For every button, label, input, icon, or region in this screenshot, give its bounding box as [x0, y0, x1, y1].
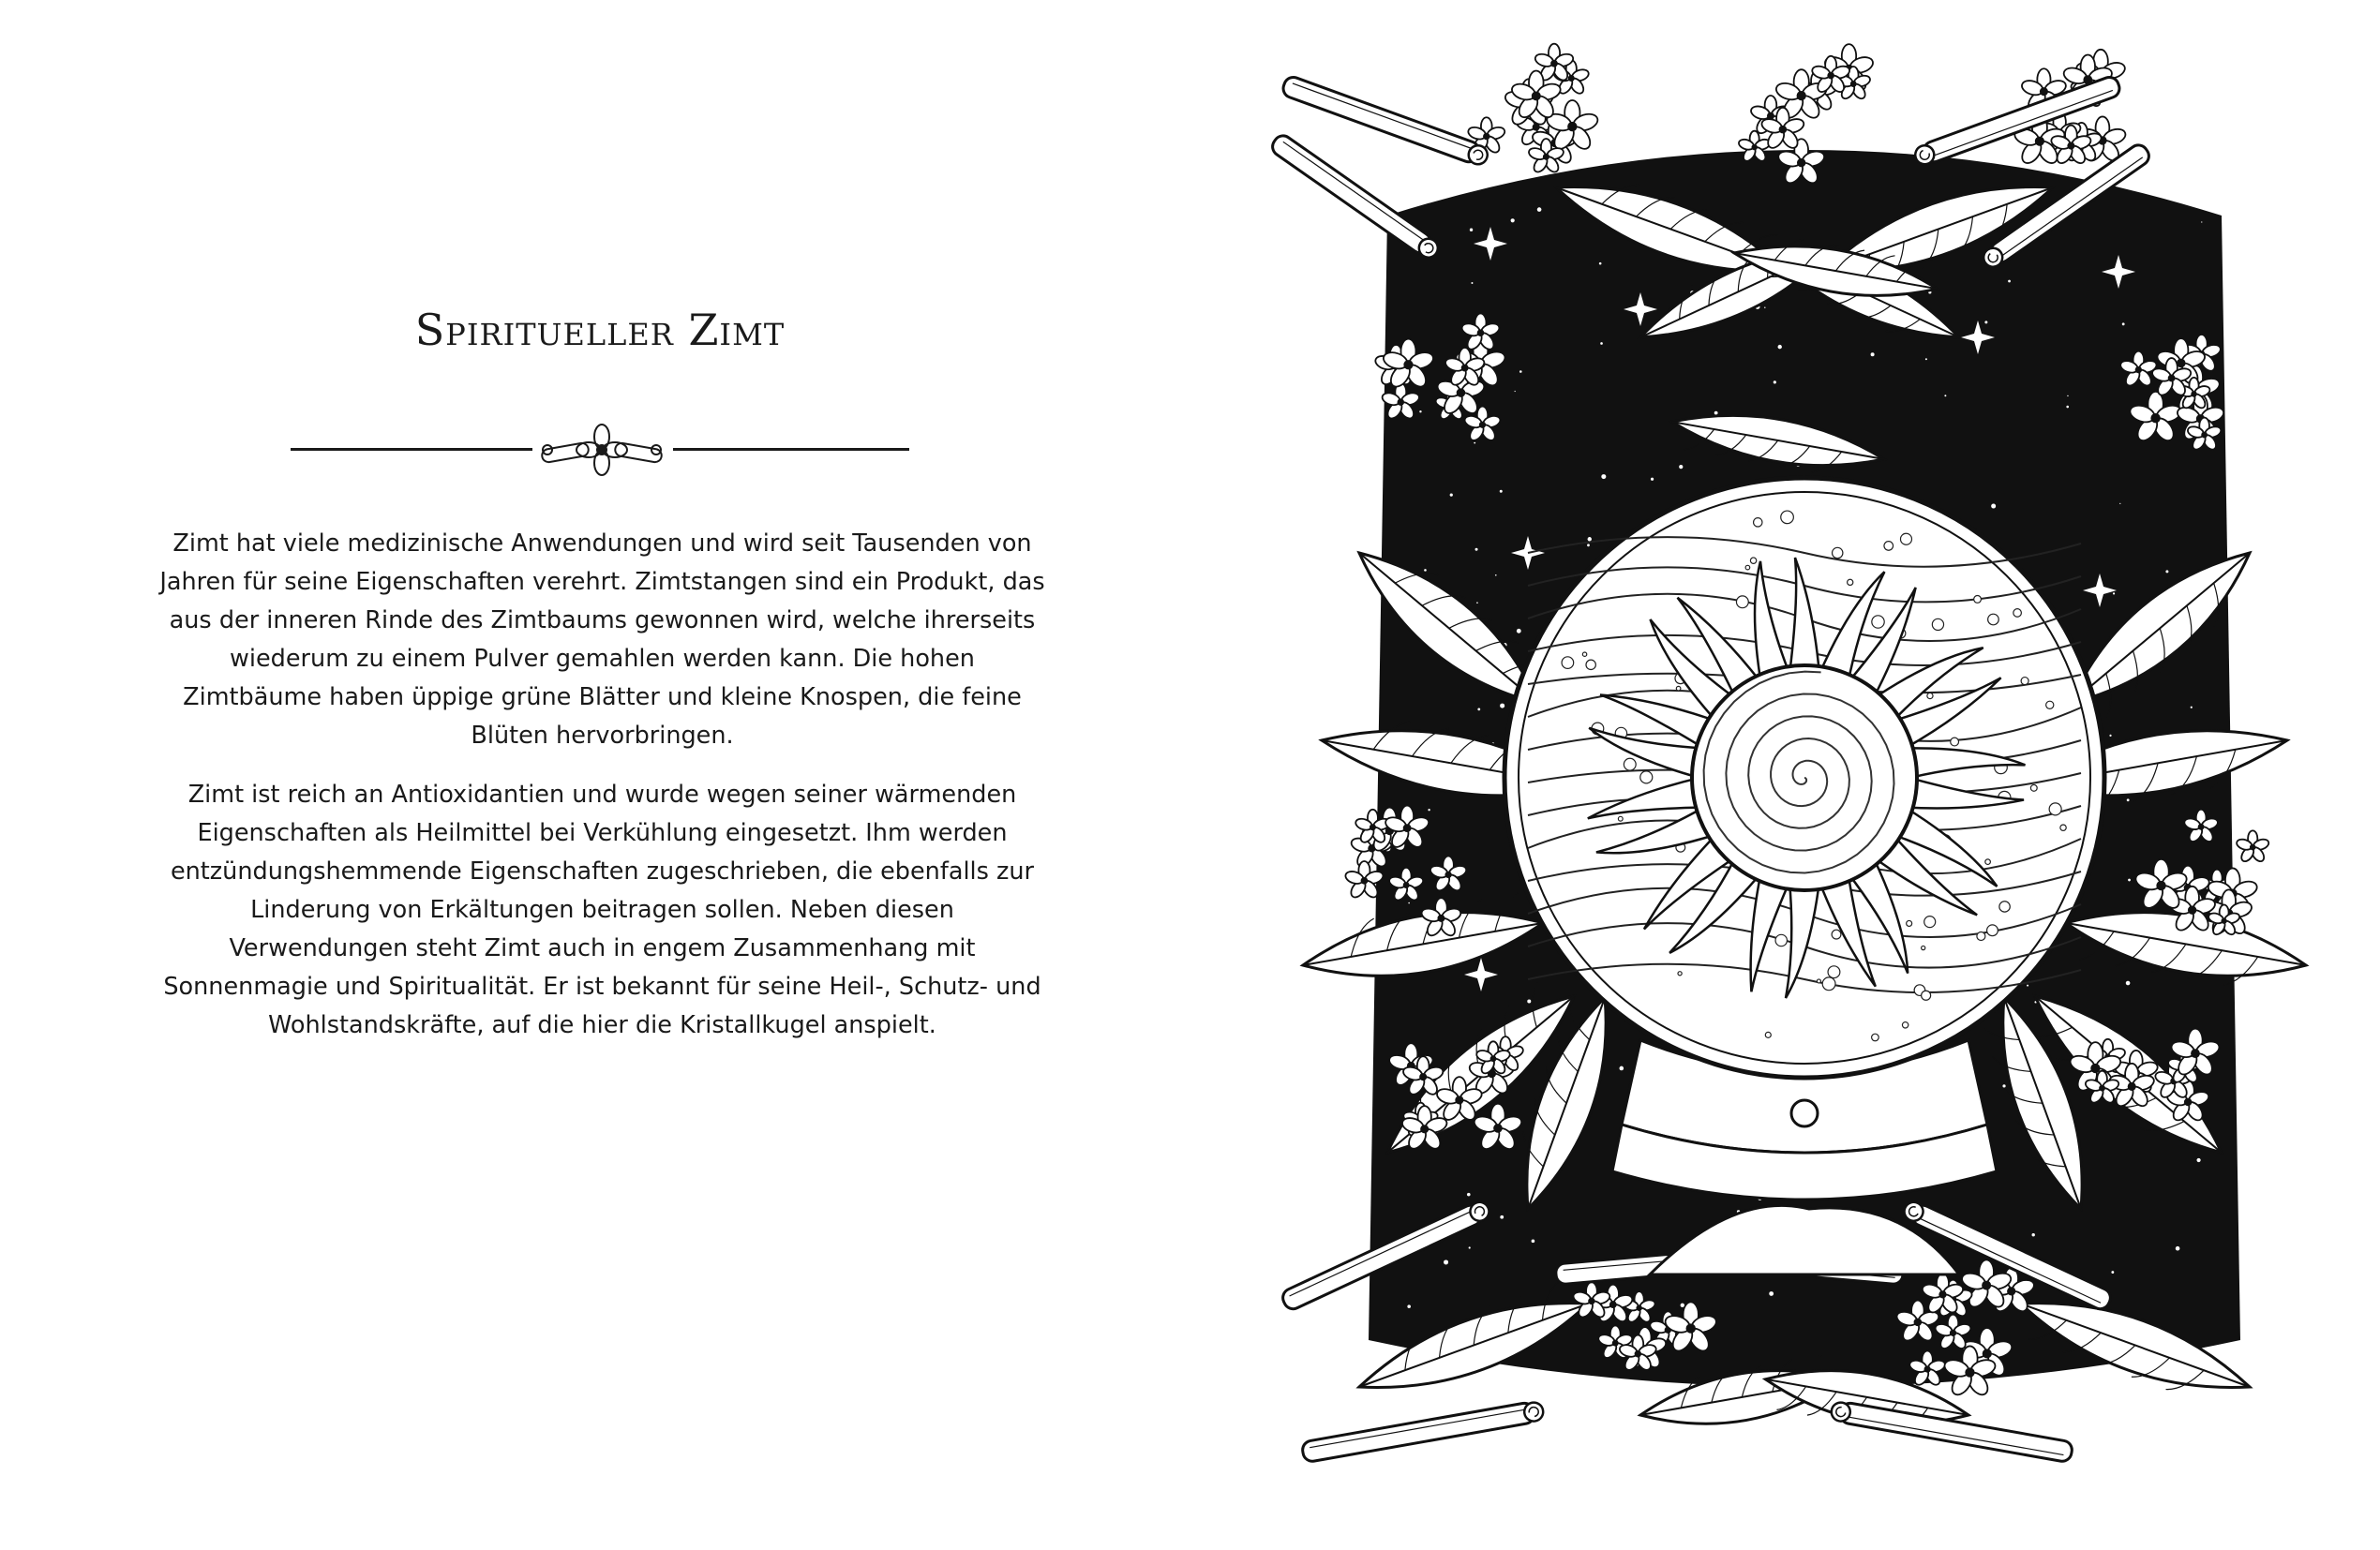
bubble [1833, 547, 1843, 558]
star-dot [2027, 985, 2028, 987]
bubble [1872, 616, 1884, 628]
star-dot [2126, 981, 2131, 986]
star-dot [1714, 411, 1718, 415]
crystal-ball-sun-illustration [1247, 28, 2362, 1528]
bubble [1736, 596, 1748, 608]
star-dot [1471, 282, 1473, 284]
star-dot [2032, 1233, 2035, 1236]
paragraph-1: Zimt hat viele medizinische Anwendungen und wird seit Tausenden von Jahren für seine Eigenschaften verehrt. Zimtstangen sind ein Produkt, das aus der inneren Rinde des Zimtbaums gewonnen wird, welche ihrerseits wiederum zu einem Pulver gemahlen werden kann. Die hohen Zimtbäume haben üppige grüne Blätter und kleine Knospen, die feine Blüten hervorbringen. [159, 529, 1045, 750]
star-dot [1517, 629, 1521, 633]
star-dot [1444, 1259, 1448, 1264]
star-dot [2176, 1246, 2180, 1251]
bubble [1640, 771, 1653, 783]
bubble [1922, 946, 1925, 949]
star-dot [1769, 1291, 1774, 1296]
bubble [1624, 758, 1636, 770]
bubble [1977, 932, 1985, 941]
star-dot [1500, 704, 1504, 708]
star-dot [1519, 370, 1522, 373]
star-dot [1991, 504, 1996, 509]
star-dot [1527, 999, 1531, 1003]
bubble [1985, 859, 1991, 865]
star-dot [1778, 345, 1782, 349]
bubble [1932, 619, 1943, 630]
illustration-page [1247, 28, 2362, 1528]
flower [2236, 830, 2270, 863]
star-dot [1925, 358, 1927, 360]
bubble [1775, 934, 1787, 946]
paragraph-2: Zimt ist reich an Antioxidantien und wurde wegen seiner wärmenden Eigenschaften als Heilmittel bei Verkühlung eingesetzt. Ihm werden entzündungshemmende Eigenschaften zugeschrieben, die ebenfalls zur Linderung von Erkältungen beitragen sollen. Neben diesen Verwendungen steht Zimt auch in engem Zusammenhang mit Sonnenmagie und Spiritualität. Er ist bekannt für seine Heil-, Schutz- und Wohlstandskräfte, auf die hier die Kristallkugel anspielt. [163, 781, 1041, 1039]
bubble [1999, 902, 2010, 912]
star-dot [1424, 569, 1427, 572]
bubble [1902, 1022, 1908, 1028]
flower-cinnamon-divider-icon [536, 424, 667, 476]
star-dot [2201, 221, 2202, 222]
bubble [2021, 678, 2028, 685]
bubble [1586, 660, 1595, 669]
divider-line-right [673, 448, 909, 451]
star-dot [1467, 1193, 1471, 1197]
bubble [2046, 701, 2054, 708]
star-dot [2196, 1158, 2200, 1162]
bubble [1745, 565, 1750, 570]
bubble [1988, 614, 1999, 625]
bubble [2013, 609, 2022, 618]
star-dot [1476, 602, 1478, 604]
star-dot [2113, 592, 2115, 594]
divider-line-left [291, 448, 532, 451]
star-dot [1495, 574, 1497, 576]
body-text [159, 525, 1045, 1066]
bubble [1562, 657, 1574, 669]
bubble [1884, 542, 1894, 551]
bubble [1765, 1032, 1771, 1037]
bubble [1750, 558, 1756, 563]
bubble [2049, 803, 2061, 815]
star-dot [1679, 465, 1683, 469]
ornament-divider [291, 424, 909, 480]
star-dot [1599, 262, 1602, 265]
star-dot [1450, 494, 1453, 497]
star-dot [2067, 395, 2068, 396]
star-dot [2008, 280, 2011, 283]
star-dot [1500, 1215, 1504, 1219]
bubble [1676, 686, 1681, 691]
star-dot [2165, 570, 2168, 573]
bubble [1900, 533, 1911, 544]
star-dot [1428, 809, 1429, 811]
star-dot [1871, 352, 1875, 356]
bubble [1781, 511, 1794, 524]
star-dot [1774, 380, 1776, 383]
star-dot [1587, 544, 1590, 546]
bubble [1951, 738, 1959, 746]
bubble [1907, 920, 1912, 926]
bubble [1974, 596, 1982, 604]
star-dot [1515, 391, 1516, 392]
bubble [1754, 518, 1762, 527]
bubble [1832, 930, 1841, 939]
star-dot [1537, 207, 1542, 212]
star-dot [1620, 1066, 1624, 1071]
star-dot [1764, 307, 1765, 308]
bubble [1678, 972, 1682, 976]
star-dot [2111, 1271, 2114, 1274]
bubble [1924, 917, 1936, 928]
bubble [1828, 966, 1840, 978]
star-dot [1601, 474, 1606, 479]
star-dot [1600, 342, 1603, 345]
star-dot [2119, 503, 2120, 504]
star-dot [1408, 902, 1410, 904]
cinnamon-stick [1301, 1400, 1545, 1463]
star-dot [1944, 395, 1946, 396]
bubble [1822, 977, 1835, 991]
star-dot [1651, 478, 1654, 481]
page-title: Spiritueller Zimt [414, 305, 786, 355]
star-dot [1984, 320, 1987, 323]
bubble [2060, 825, 2066, 830]
bubble [1987, 925, 1998, 936]
star-dot [1470, 229, 1473, 231]
star-dot [2191, 707, 2193, 708]
bubble [1817, 979, 1820, 983]
star-dot [1477, 708, 1480, 710]
star-dot [2128, 879, 2131, 882]
bubble [1618, 816, 1623, 821]
star-dot [1532, 1240, 1535, 1244]
cinnamon-stick [1269, 132, 1443, 261]
star-dot [1469, 1246, 1471, 1248]
bubble [1927, 693, 1933, 698]
bubble [1922, 991, 1931, 1000]
crystal-ball [1504, 478, 2104, 1078]
star-dot [2002, 1084, 2005, 1087]
star-dot [2066, 406, 2069, 409]
star-dot [1474, 442, 1475, 444]
star-dot [2109, 735, 2111, 737]
bubble [1848, 579, 1853, 585]
star-dot [1475, 548, 1478, 551]
star-dot [1500, 490, 1503, 493]
star-dot [1407, 1304, 1411, 1308]
star-dot [1419, 410, 1421, 412]
star-dot [2122, 322, 2125, 325]
bubble [1582, 652, 1586, 656]
star-dot [1511, 218, 1515, 222]
bubble [2030, 784, 2037, 791]
bubble [1872, 1034, 1879, 1041]
star-dot [1588, 537, 1592, 541]
star-dot [2127, 798, 2130, 801]
